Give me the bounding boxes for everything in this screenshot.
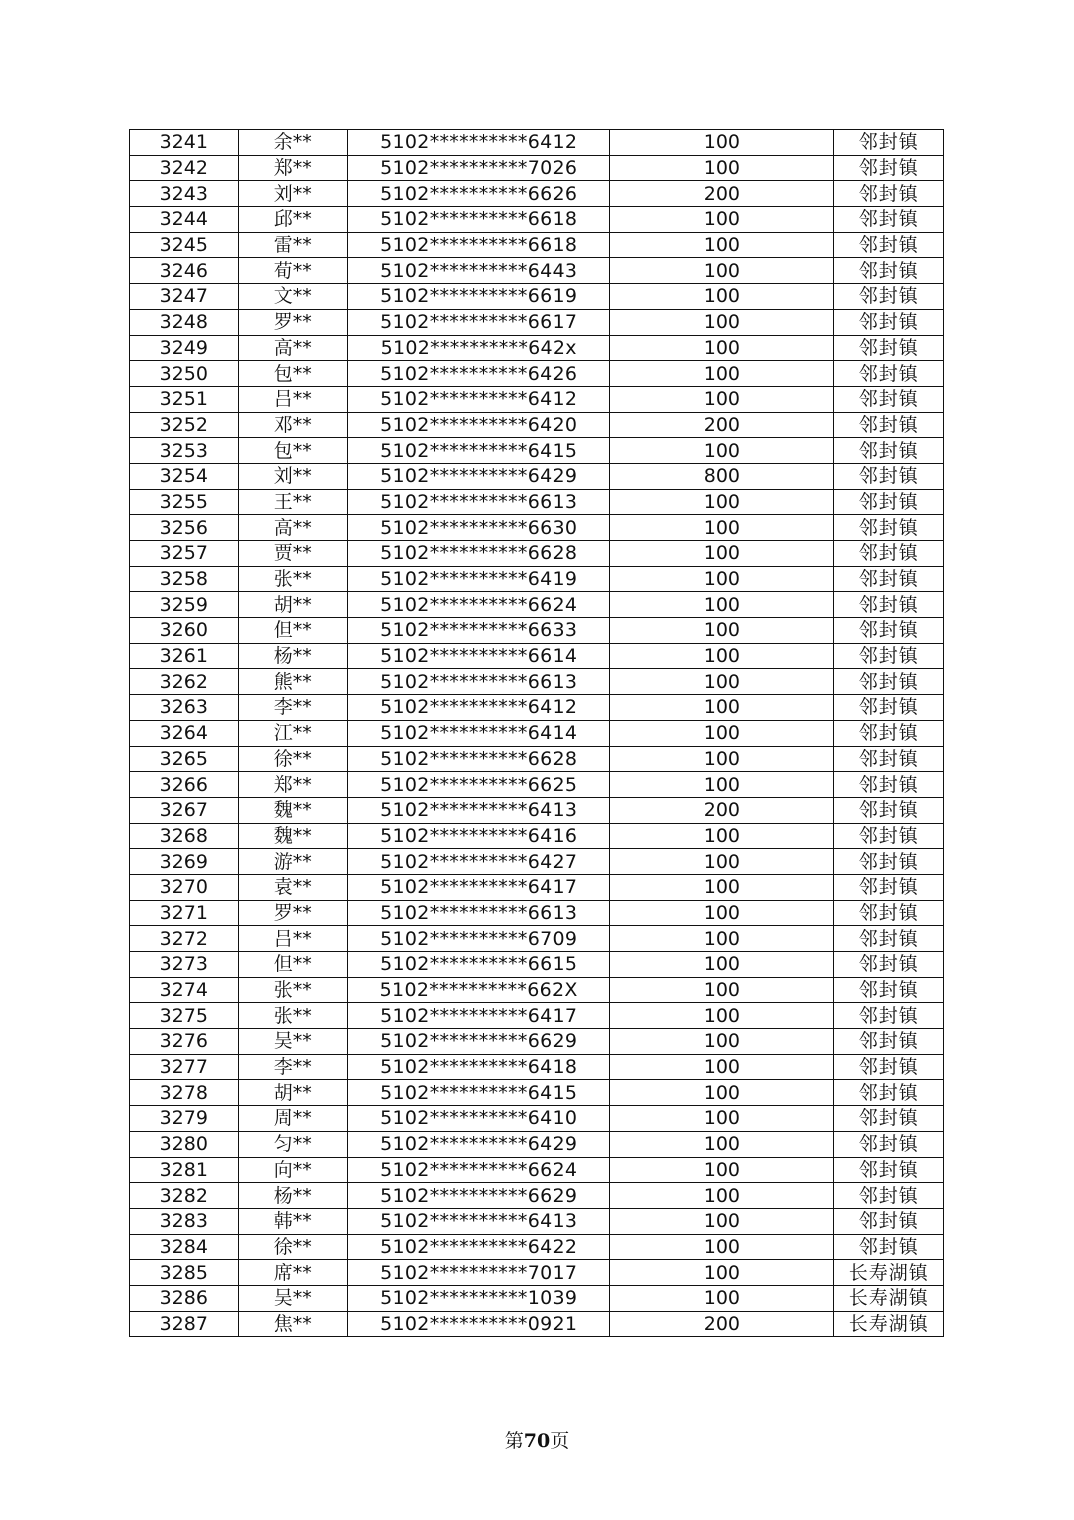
id-number-cell: 5102**********6426 <box>348 361 610 387</box>
amount-cell: 100 <box>610 541 834 567</box>
table-row <box>130 900 944 926</box>
amount-cell: 200 <box>610 412 834 438</box>
footer-suffix: 页 <box>550 1430 570 1452</box>
table-row <box>130 926 944 952</box>
row-number-cell: 3272 <box>130 926 239 952</box>
id-number-cell: 5102**********6429 <box>348 463 610 489</box>
id-number-cell: 5102**********6422 <box>348 1234 610 1260</box>
id-number-cell: 5102**********6429 <box>348 1131 610 1157</box>
amount-cell: 100 <box>610 207 834 233</box>
row-number-cell: 3244 <box>130 207 239 233</box>
town-cell: 邻封镇 <box>834 977 944 1003</box>
table-row <box>130 541 944 567</box>
name-cell: 吴** <box>238 1285 348 1311</box>
town-cell: 邻封镇 <box>834 515 944 541</box>
row-number-cell: 3242 <box>130 155 239 181</box>
id-number-cell: 5102**********6412 <box>348 695 610 721</box>
table-row <box>130 412 944 438</box>
id-number-cell: 5102**********6613 <box>348 900 610 926</box>
name-cell: 但** <box>238 618 348 644</box>
row-number-cell: 3263 <box>130 695 239 721</box>
amount-cell: 100 <box>610 232 834 258</box>
page-footer <box>0 1426 1074 1453</box>
table-row <box>130 155 944 181</box>
table-row <box>130 746 944 772</box>
row-number-cell: 3253 <box>130 438 239 464</box>
name-cell: 罗** <box>238 309 348 335</box>
row-number-cell: 3264 <box>130 720 239 746</box>
amount-cell: 100 <box>610 926 834 952</box>
row-number-cell: 3286 <box>130 1285 239 1311</box>
table-row <box>130 1003 944 1029</box>
row-number-cell: 3241 <box>130 130 239 156</box>
name-cell: 向** <box>238 1157 348 1183</box>
id-number-cell: 5102**********6415 <box>348 1080 610 1106</box>
name-cell: 余** <box>238 130 348 156</box>
name-cell: 荀** <box>238 258 348 284</box>
table-row <box>130 1311 944 1337</box>
table-row <box>130 1106 944 1132</box>
row-number-cell: 3259 <box>130 592 239 618</box>
name-cell: 魏** <box>238 823 348 849</box>
name-cell: 韩** <box>238 1208 348 1234</box>
name-cell: 匀** <box>238 1131 348 1157</box>
id-number-cell: 5102**********6617 <box>348 309 610 335</box>
amount-cell: 100 <box>610 1106 834 1132</box>
town-cell: 邻封镇 <box>834 1029 944 1055</box>
table-row <box>130 849 944 875</box>
name-cell: 包** <box>238 361 348 387</box>
name-cell: 杨** <box>238 1183 348 1209</box>
amount-cell: 100 <box>610 823 834 849</box>
town-cell: 邻封镇 <box>834 207 944 233</box>
table-row <box>130 335 944 361</box>
name-cell: 游** <box>238 849 348 875</box>
amount-cell: 100 <box>610 977 834 1003</box>
name-cell: 文** <box>238 284 348 310</box>
town-cell: 邻封镇 <box>834 720 944 746</box>
name-cell: 杨** <box>238 643 348 669</box>
row-number-cell: 3287 <box>130 1311 239 1337</box>
id-number-cell: 5102**********6624 <box>348 592 610 618</box>
name-cell: 邱** <box>238 207 348 233</box>
name-cell: 贾** <box>238 541 348 567</box>
town-cell: 邻封镇 <box>834 541 944 567</box>
town-cell: 邻封镇 <box>834 130 944 156</box>
id-number-cell: 5102**********642x <box>348 335 610 361</box>
table-row <box>130 797 944 823</box>
id-number-cell: 5102**********6629 <box>348 1029 610 1055</box>
name-cell: 吴** <box>238 1029 348 1055</box>
amount-cell: 100 <box>610 618 834 644</box>
amount-cell: 100 <box>610 772 834 798</box>
table-row <box>130 618 944 644</box>
id-number-cell: 5102**********6618 <box>348 207 610 233</box>
row-number-cell: 3273 <box>130 952 239 978</box>
town-cell: 邻封镇 <box>834 489 944 515</box>
row-number-cell: 3255 <box>130 489 239 515</box>
amount-cell: 100 <box>610 284 834 310</box>
name-cell: 胡** <box>238 1080 348 1106</box>
id-number-cell: 5102**********6709 <box>348 926 610 952</box>
town-cell: 邻封镇 <box>834 1234 944 1260</box>
id-number-cell: 5102**********6618 <box>348 232 610 258</box>
footer-prefix: 第 <box>504 1430 524 1452</box>
row-number-cell: 3248 <box>130 309 239 335</box>
amount-cell: 200 <box>610 797 834 823</box>
town-cell: 邻封镇 <box>834 335 944 361</box>
id-number-cell: 5102**********0921 <box>348 1311 610 1337</box>
table-row <box>130 823 944 849</box>
name-cell: 魏** <box>238 797 348 823</box>
amount-cell: 200 <box>610 181 834 207</box>
town-cell: 邻封镇 <box>834 772 944 798</box>
name-cell: 张** <box>238 1003 348 1029</box>
town-cell: 邻封镇 <box>834 386 944 412</box>
name-cell: 邓** <box>238 412 348 438</box>
name-cell: 吕** <box>238 386 348 412</box>
row-number-cell: 3262 <box>130 669 239 695</box>
name-cell: 吕** <box>238 926 348 952</box>
table-row <box>130 952 944 978</box>
table-row <box>130 1131 944 1157</box>
town-cell: 邻封镇 <box>834 643 944 669</box>
amount-cell: 100 <box>610 1234 834 1260</box>
id-number-cell: 5102**********6443 <box>348 258 610 284</box>
id-number-cell: 5102**********6415 <box>348 438 610 464</box>
amount-cell: 100 <box>610 438 834 464</box>
id-number-cell: 5102**********6427 <box>348 849 610 875</box>
town-cell: 邻封镇 <box>834 952 944 978</box>
table-row <box>130 566 944 592</box>
row-number-cell: 3260 <box>130 618 239 644</box>
town-cell: 邻封镇 <box>834 1157 944 1183</box>
amount-cell: 100 <box>610 849 834 875</box>
town-cell: 长寿湖镇 <box>834 1311 944 1337</box>
id-number-cell: 5102**********6413 <box>348 797 610 823</box>
town-cell: 邻封镇 <box>834 695 944 721</box>
town-cell: 邻封镇 <box>834 181 944 207</box>
table-row <box>130 258 944 284</box>
row-number-cell: 3271 <box>130 900 239 926</box>
name-cell: 张** <box>238 977 348 1003</box>
amount-cell: 100 <box>610 1208 834 1234</box>
row-number-cell: 3280 <box>130 1131 239 1157</box>
row-number-cell: 3243 <box>130 181 239 207</box>
table-row <box>130 1080 944 1106</box>
name-cell: 包** <box>238 438 348 464</box>
town-cell: 长寿湖镇 <box>834 1260 944 1286</box>
amount-cell: 100 <box>610 643 834 669</box>
amount-cell: 100 <box>610 720 834 746</box>
records-table <box>129 129 944 1337</box>
amount-cell: 100 <box>610 1260 834 1286</box>
amount-cell: 100 <box>610 874 834 900</box>
row-number-cell: 3247 <box>130 284 239 310</box>
id-number-cell: 5102**********6419 <box>348 566 610 592</box>
id-number-cell: 5102**********6416 <box>348 823 610 849</box>
name-cell: 江** <box>238 720 348 746</box>
row-number-cell: 3250 <box>130 361 239 387</box>
amount-cell: 100 <box>610 1285 834 1311</box>
row-number-cell: 3254 <box>130 463 239 489</box>
records-body <box>130 130 944 1337</box>
town-cell: 邻封镇 <box>834 438 944 464</box>
amount-cell: 100 <box>610 1183 834 1209</box>
row-number-cell: 3270 <box>130 874 239 900</box>
id-number-cell: 5102**********6628 <box>348 541 610 567</box>
amount-cell: 100 <box>610 361 834 387</box>
town-cell: 邻封镇 <box>834 618 944 644</box>
row-number-cell: 3261 <box>130 643 239 669</box>
amount-cell: 100 <box>610 155 834 181</box>
town-cell: 邻封镇 <box>834 592 944 618</box>
table-row <box>130 592 944 618</box>
id-number-cell: 5102**********6625 <box>348 772 610 798</box>
row-number-cell: 3257 <box>130 541 239 567</box>
id-number-cell: 5102**********6633 <box>348 618 610 644</box>
town-cell: 邻封镇 <box>834 849 944 875</box>
name-cell: 席** <box>238 1260 348 1286</box>
amount-cell: 100 <box>610 566 834 592</box>
town-cell: 邻封镇 <box>834 284 944 310</box>
name-cell: 胡** <box>238 592 348 618</box>
id-number-cell: 5102**********6414 <box>348 720 610 746</box>
town-cell: 邻封镇 <box>834 155 944 181</box>
amount-cell: 100 <box>610 258 834 284</box>
town-cell: 邻封镇 <box>834 309 944 335</box>
name-cell: 李** <box>238 695 348 721</box>
id-number-cell: 5102**********7026 <box>348 155 610 181</box>
town-cell: 邻封镇 <box>834 1080 944 1106</box>
table-row <box>130 207 944 233</box>
id-number-cell: 5102**********6420 <box>348 412 610 438</box>
table-row <box>130 515 944 541</box>
table-row <box>130 643 944 669</box>
id-number-cell: 5102**********6413 <box>348 1208 610 1234</box>
table-row <box>130 1157 944 1183</box>
amount-cell: 200 <box>610 1311 834 1337</box>
name-cell: 王** <box>238 489 348 515</box>
name-cell: 周** <box>238 1106 348 1132</box>
town-cell: 邻封镇 <box>834 926 944 952</box>
town-cell: 邻封镇 <box>834 258 944 284</box>
town-cell: 邻封镇 <box>834 1106 944 1132</box>
name-cell: 雷** <box>238 232 348 258</box>
id-number-cell: 5102**********6412 <box>348 130 610 156</box>
town-cell: 邻封镇 <box>834 746 944 772</box>
amount-cell: 100 <box>610 952 834 978</box>
row-number-cell: 3282 <box>130 1183 239 1209</box>
town-cell: 邻封镇 <box>834 1208 944 1234</box>
row-number-cell: 3251 <box>130 386 239 412</box>
row-number-cell: 3276 <box>130 1029 239 1055</box>
id-number-cell: 5102**********6417 <box>348 874 610 900</box>
name-cell: 张** <box>238 566 348 592</box>
amount-cell: 100 <box>610 1080 834 1106</box>
row-number-cell: 3278 <box>130 1080 239 1106</box>
table-row <box>130 720 944 746</box>
table-row <box>130 1260 944 1286</box>
id-number-cell: 5102**********6417 <box>348 1003 610 1029</box>
town-cell: 长寿湖镇 <box>834 1285 944 1311</box>
id-number-cell: 5102**********662X <box>348 977 610 1003</box>
id-number-cell: 5102**********6412 <box>348 386 610 412</box>
amount-cell: 100 <box>610 386 834 412</box>
id-number-cell: 5102**********7017 <box>348 1260 610 1286</box>
table-row <box>130 361 944 387</box>
amount-cell: 100 <box>610 669 834 695</box>
id-number-cell: 5102**********6630 <box>348 515 610 541</box>
table-row <box>130 489 944 515</box>
table-row <box>130 669 944 695</box>
table-row <box>130 386 944 412</box>
amount-cell: 100 <box>610 1054 834 1080</box>
name-cell: 高** <box>238 515 348 541</box>
table-row <box>130 309 944 335</box>
table-row <box>130 1029 944 1055</box>
name-cell: 刘** <box>238 463 348 489</box>
town-cell: 邻封镇 <box>834 823 944 849</box>
row-number-cell: 3283 <box>130 1208 239 1234</box>
id-number-cell: 5102**********6615 <box>348 952 610 978</box>
amount-cell: 100 <box>610 489 834 515</box>
town-cell: 邻封镇 <box>834 1183 944 1209</box>
name-cell: 李** <box>238 1054 348 1080</box>
amount-cell: 100 <box>610 900 834 926</box>
id-number-cell: 5102**********6613 <box>348 489 610 515</box>
town-cell: 邻封镇 <box>834 669 944 695</box>
amount-cell: 100 <box>610 695 834 721</box>
town-cell: 邻封镇 <box>834 463 944 489</box>
table-row <box>130 977 944 1003</box>
name-cell: 高** <box>238 335 348 361</box>
table-row <box>130 1285 944 1311</box>
row-number-cell: 3246 <box>130 258 239 284</box>
row-number-cell: 3274 <box>130 977 239 1003</box>
amount-cell: 100 <box>610 309 834 335</box>
table-row <box>130 1054 944 1080</box>
id-number-cell: 5102**********6619 <box>348 284 610 310</box>
table-row <box>130 1234 944 1260</box>
name-cell: 熊** <box>238 669 348 695</box>
town-cell: 邻封镇 <box>834 1054 944 1080</box>
town-cell: 邻封镇 <box>834 566 944 592</box>
id-number-cell: 5102**********6624 <box>348 1157 610 1183</box>
town-cell: 邻封镇 <box>834 1003 944 1029</box>
name-cell: 罗** <box>238 900 348 926</box>
row-number-cell: 3256 <box>130 515 239 541</box>
id-number-cell: 5102**********6410 <box>348 1106 610 1132</box>
table-row <box>130 130 944 156</box>
amount-cell: 100 <box>610 592 834 618</box>
table-row <box>130 1208 944 1234</box>
town-cell: 邻封镇 <box>834 1131 944 1157</box>
page-number: 70 <box>523 1430 551 1452</box>
town-cell: 邻封镇 <box>834 232 944 258</box>
row-number-cell: 3279 <box>130 1106 239 1132</box>
row-number-cell: 3265 <box>130 746 239 772</box>
name-cell: 郑** <box>238 772 348 798</box>
row-number-cell: 3249 <box>130 335 239 361</box>
name-cell: 徐** <box>238 1234 348 1260</box>
table-row <box>130 463 944 489</box>
row-number-cell: 3258 <box>130 566 239 592</box>
name-cell: 徐** <box>238 746 348 772</box>
amount-cell: 100 <box>610 746 834 772</box>
name-cell: 郑** <box>238 155 348 181</box>
table-row <box>130 772 944 798</box>
id-number-cell: 5102**********6626 <box>348 181 610 207</box>
amount-cell: 100 <box>610 1029 834 1055</box>
table-row <box>130 284 944 310</box>
table-row <box>130 232 944 258</box>
row-number-cell: 3245 <box>130 232 239 258</box>
table-row <box>130 438 944 464</box>
town-cell: 邻封镇 <box>834 900 944 926</box>
name-cell: 焦** <box>238 1311 348 1337</box>
amount-cell: 100 <box>610 515 834 541</box>
id-number-cell: 5102**********1039 <box>348 1285 610 1311</box>
town-cell: 邻封镇 <box>834 874 944 900</box>
amount-cell: 100 <box>610 130 834 156</box>
row-number-cell: 3252 <box>130 412 239 438</box>
town-cell: 邻封镇 <box>834 797 944 823</box>
name-cell: 刘** <box>238 181 348 207</box>
row-number-cell: 3267 <box>130 797 239 823</box>
table-row <box>130 181 944 207</box>
town-cell: 邻封镇 <box>834 412 944 438</box>
id-number-cell: 5102**********6628 <box>348 746 610 772</box>
amount-cell: 100 <box>610 1003 834 1029</box>
id-number-cell: 5102**********6418 <box>348 1054 610 1080</box>
row-number-cell: 3277 <box>130 1054 239 1080</box>
amount-cell: 800 <box>610 463 834 489</box>
name-cell: 但** <box>238 952 348 978</box>
town-cell: 邻封镇 <box>834 361 944 387</box>
name-cell: 袁** <box>238 874 348 900</box>
id-number-cell: 5102**********6629 <box>348 1183 610 1209</box>
table-row <box>130 874 944 900</box>
amount-cell: 100 <box>610 335 834 361</box>
amount-cell: 100 <box>610 1131 834 1157</box>
id-number-cell: 5102**********6614 <box>348 643 610 669</box>
row-number-cell: 3268 <box>130 823 239 849</box>
amount-cell: 100 <box>610 1157 834 1183</box>
row-number-cell: 3266 <box>130 772 239 798</box>
id-number-cell: 5102**********6613 <box>348 669 610 695</box>
row-number-cell: 3281 <box>130 1157 239 1183</box>
row-number-cell: 3269 <box>130 849 239 875</box>
row-number-cell: 3275 <box>130 1003 239 1029</box>
row-number-cell: 3285 <box>130 1260 239 1286</box>
row-number-cell: 3284 <box>130 1234 239 1260</box>
table-row <box>130 695 944 721</box>
table-row <box>130 1183 944 1209</box>
